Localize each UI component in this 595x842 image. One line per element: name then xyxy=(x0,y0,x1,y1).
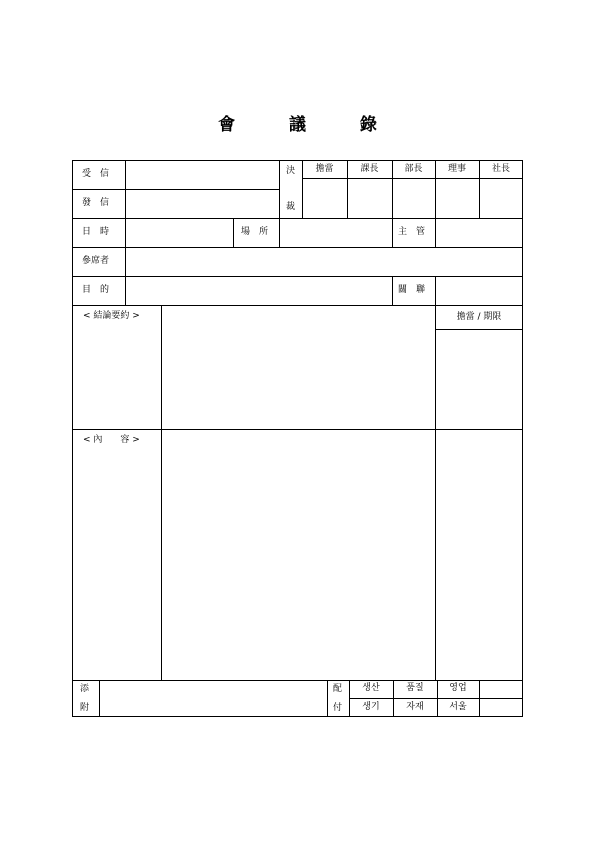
rule xyxy=(72,247,523,248)
title-char-2: 議 xyxy=(289,115,306,135)
rule xyxy=(72,160,523,161)
rule xyxy=(125,160,126,305)
received-label: 受 信 xyxy=(82,169,110,179)
sent-label: 發 信 xyxy=(82,198,110,208)
title-char-3: 錄 xyxy=(359,115,377,135)
rule xyxy=(392,218,393,247)
manager-deadline-heading: 擔當 / 期限 xyxy=(456,312,502,322)
rule xyxy=(479,680,480,716)
decision-label-top: 決 xyxy=(286,166,296,176)
dept-production: 생산 xyxy=(362,683,380,693)
distribution-label-top: 配 xyxy=(333,684,343,694)
rule xyxy=(279,160,280,247)
dept-seoul: 서울 xyxy=(449,702,467,712)
approver-section-chief: 課長 xyxy=(360,164,379,174)
rule xyxy=(233,218,234,247)
rule xyxy=(72,218,523,219)
rule xyxy=(72,680,523,681)
rule xyxy=(435,218,436,247)
rule xyxy=(435,276,436,305)
rule xyxy=(522,160,523,717)
purpose-label: 目 的 xyxy=(82,285,110,295)
rule xyxy=(72,189,279,190)
rule xyxy=(72,276,523,277)
distribution-label-bottom: 付 xyxy=(333,703,343,713)
dept-sales: 영업 xyxy=(449,683,467,693)
datetime-label: 日 時 xyxy=(82,227,110,237)
rule xyxy=(72,716,523,717)
rule xyxy=(327,680,328,716)
dept-quality: 품질 xyxy=(406,683,424,693)
approver-department-head: 部長 xyxy=(404,164,423,174)
rule xyxy=(72,160,73,717)
rule xyxy=(435,305,436,680)
summary-heading: < 結論要約 > xyxy=(83,311,140,321)
approver-staff: 擔當 xyxy=(315,164,334,174)
related-label: 關 聯 xyxy=(398,285,426,295)
rule xyxy=(99,680,100,716)
decision-label-bottom: 裁 xyxy=(286,202,296,212)
dept-production-engineering: 생기 xyxy=(362,702,380,712)
approver-president: 社長 xyxy=(491,164,510,174)
organizer-label: 主 管 xyxy=(398,227,426,237)
place-label: 場 所 xyxy=(241,227,269,237)
approver-director: 理事 xyxy=(447,164,466,174)
rule xyxy=(392,276,393,305)
rule xyxy=(72,429,523,430)
rule xyxy=(349,698,523,699)
dept-materials: 자재 xyxy=(406,702,424,712)
rule xyxy=(161,305,162,680)
attendees-label: 參席者 xyxy=(82,256,110,266)
title-char-1: 會 xyxy=(218,115,236,135)
rule xyxy=(435,329,523,330)
rule xyxy=(302,178,523,179)
rule xyxy=(72,305,523,306)
attach-label-bottom: 附 xyxy=(80,703,90,713)
attach-label-top: 添 xyxy=(80,684,90,694)
content-heading: < 內 容 > xyxy=(83,435,140,445)
